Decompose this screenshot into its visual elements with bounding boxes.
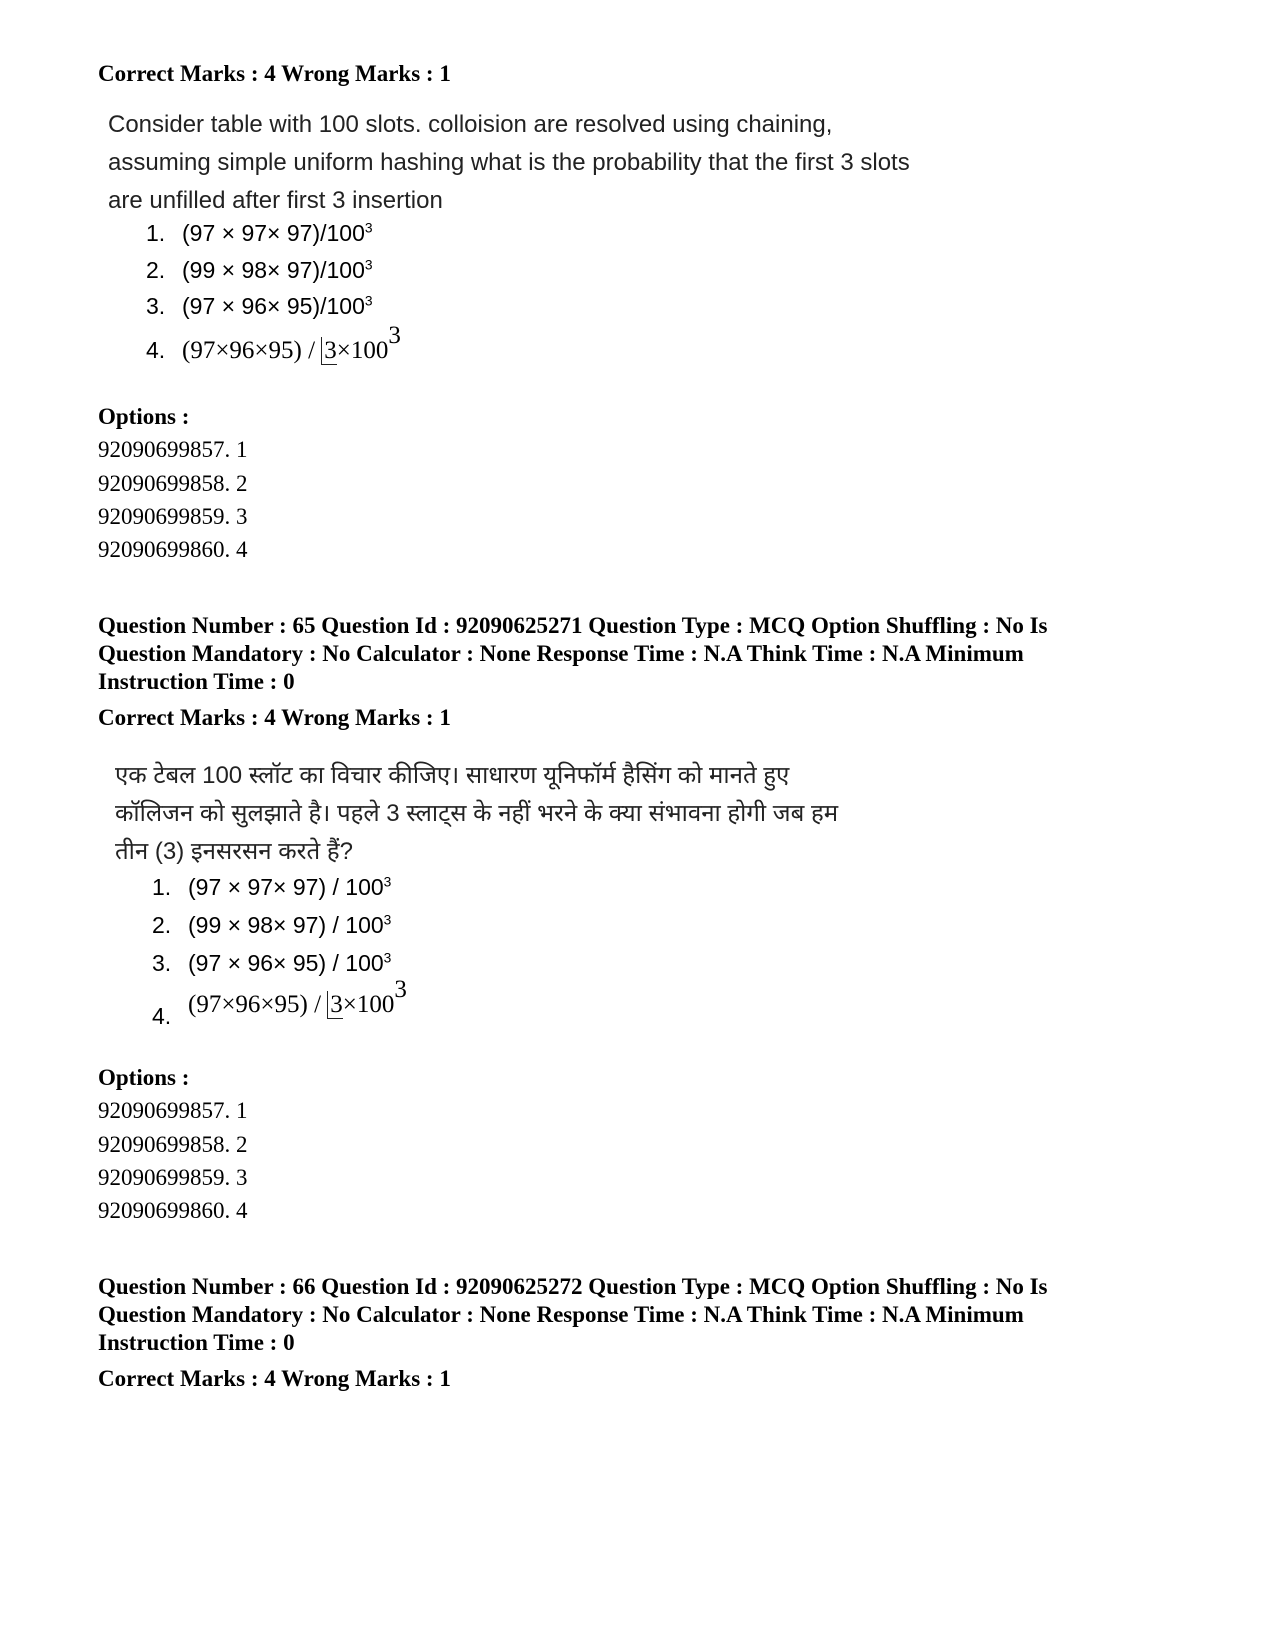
question-text-english <box>108 106 910 220</box>
marks-line: Correct Marks : 4 Wrong Marks : 1 <box>98 705 451 730</box>
choice-number: 1. <box>152 874 172 900</box>
option-row: 92090699859. 3 <box>98 504 248 529</box>
choice-number: 2. <box>146 257 166 283</box>
options-label: Options : <box>98 1065 190 1090</box>
choice-exponent: 3 <box>383 874 392 890</box>
option-row: 92090699860. 4 <box>98 1198 248 1223</box>
choice-expression: (97 × 96× 95) / 100 <box>188 950 384 976</box>
choice-expression-tail: ×100 <box>342 991 395 1018</box>
option-row: 92090699858. 2 <box>98 471 248 496</box>
option-row: 92090699859. 3 <box>98 1165 248 1190</box>
choice-exponent: 3 <box>383 950 392 966</box>
choice-exponent: 3 <box>364 257 373 273</box>
question-line: एक टेबल 100 स्लॉट का विचार कीजिए। साधारण यूनिफॉर्म हैसिंग को मानते हुए <box>115 762 790 789</box>
choice-2 <box>146 259 373 282</box>
choice-number: 1. <box>146 220 166 246</box>
choice-1 <box>152 876 391 899</box>
choice-number: 2. <box>152 912 172 938</box>
choice-exponent: 3 <box>394 976 407 1003</box>
choice-expression: (97 × 97× 97) / 100 <box>188 874 384 900</box>
factorial-operand: 3 <box>327 991 343 1019</box>
choice-3 <box>152 952 391 975</box>
choice-number: 3. <box>152 950 172 976</box>
marks-line: Correct Marks : 4 Wrong Marks : 1 <box>98 61 451 86</box>
choice-number: 4. <box>146 337 166 363</box>
question-line: कॉलिजन को सुलझाते है। पहले 3 स्लाट्स के नहीं भरने के क्या संभावना होगी जब हम <box>115 800 839 827</box>
choice-expression: (97 × 97× 97)/100 <box>182 220 365 246</box>
choice-4 <box>146 322 401 364</box>
choice-expression: (99 × 98× 97)/100 <box>182 257 365 283</box>
option-row: 92090699857. 1 <box>98 437 248 462</box>
choice-number: 4. <box>152 1003 172 1029</box>
choice-exponent: 3 <box>388 322 401 349</box>
question-text-hindi <box>115 757 838 871</box>
option-row: 92090699858. 2 <box>98 1132 248 1157</box>
question-header: Question Number : 66 Question Id : 92090625272 Question Type : MCQ Option Shuffling : No Is Question Mandatory : No Calculator : None Response Time : N.A Think Time : N.A Minimum Instruction Time : 0 <box>98 1274 1048 1355</box>
question-line: are unfilled after first 3 insertion <box>108 187 443 214</box>
option-row: 92090699860. 4 <box>98 537 248 562</box>
choice-expression: (99 × 98× 97) / 100 <box>188 912 384 938</box>
options-label: Options : <box>98 404 190 429</box>
choice-exponent: 3 <box>364 293 373 309</box>
choice-4 <box>152 976 407 1029</box>
marks-line: Correct Marks : 4 Wrong Marks : 1 <box>98 1366 451 1391</box>
choice-3 <box>146 295 373 318</box>
factorial-operand: 3 <box>321 337 337 365</box>
question-line: assuming simple uniform hashing what is the probability that the first 3 slots <box>108 149 910 176</box>
question-header: Question Number : 65 Question Id : 92090625271 Question Type : MCQ Option Shuffling : No Is Question Mandatory : No Calculator : None Response Time : N.A Think Time : N.A Minimum Instruction Time : 0 <box>98 613 1048 694</box>
choice-number: 3. <box>146 293 166 319</box>
choice-expression: (97 × 96× 95)/100 <box>182 293 365 319</box>
choice-expression-tail: ×100 <box>336 337 389 364</box>
choice-exponent: 3 <box>383 912 392 928</box>
choice-expression: (97×96×95) / <box>182 337 322 364</box>
choice-exponent: 3 <box>364 220 373 236</box>
question-line: Consider table with 100 slots. colloision are resolved using chaining, <box>108 111 833 138</box>
choice-1 <box>146 222 373 245</box>
option-row: 92090699857. 1 <box>98 1098 248 1123</box>
question-line: तीन (3) इनसरसन करते हैं? <box>115 838 353 865</box>
choice-2 <box>152 914 391 937</box>
choice-expression: (97×96×95) / <box>188 991 328 1018</box>
